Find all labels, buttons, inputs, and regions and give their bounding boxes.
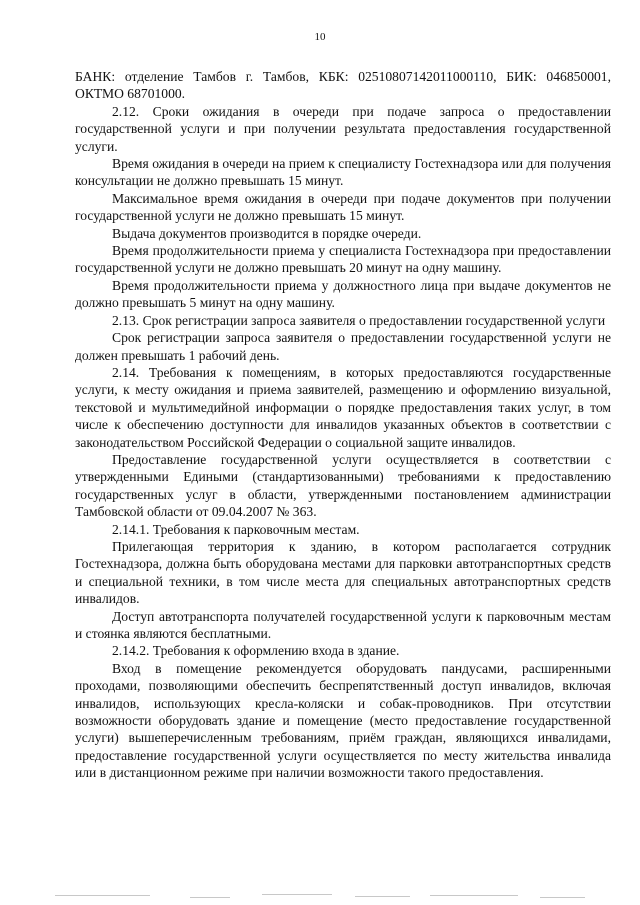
paragraph-2-14-2-heading: 2.14.2. Требования к оформлению входа в здание. — [112, 643, 400, 659]
paragraph-2-14-heading: 2.14. Требования к помещениям, в которых предоставляются государственные услуги, к месту ожидания и приема заявителей, размещению и оформлению визуальной, текстовой и мультимедийной информации о порядке предоставления таких услуг, в том числе к обеспечению доступности для инвалидов указанных объектов в соответствии с законодательством Российской Федерации о социальной защите инвалидов. — [75, 364, 611, 450]
paragraph-2-13-heading: 2.13. Срок регистрации запроса заявителя о предоставлении государственной услуги — [112, 312, 606, 328]
page-number: 10 — [314, 31, 326, 43]
paragraph-official-time: Время продолжительности приема у должностного лица при выдаче документов не должно превышать 5 минут на одну машину. — [75, 277, 611, 311]
paragraph-registration-term: Срок регистрации запроса заявителя о предоставлении государственной услуги не должен превышать 1 рабочий день. — [75, 330, 611, 363]
paragraph-2-14-1-heading: 2.14.1. Требования к парковочным местам. — [112, 521, 360, 537]
paragraph-max-wait: Максимальное время ожидания в очереди при подаче документов при получении государственной услуги не должно превышать 15 минут. — [75, 190, 611, 224]
paragraph-unified-requirements: Предоставление государственной услуги осуществляется в соответствии с утвержденными Едиными (стандартизованными) требованиями к предоставлению государственных услуг в области, утвержденными постановлением администрации Тамбовской области от 09.04.2007 № 363. — [75, 451, 611, 520]
scan-edge-artifact — [0, 893, 640, 905]
document-body — [75, 68, 611, 782]
paragraph-specialist-time: Время продолжительности приема у специалиста Гостехнадзора при предоставлении государственной услуги не должно превышать 20 минут на одну машину. — [75, 243, 611, 276]
paragraph-consultation-wait: Время ожидания в очереди на прием к специалисту Гостехнадзора или для получения консультации не должно превышать 15 минут. — [75, 156, 611, 189]
paragraph-parking-territory: Прилегающая территория к зданию, в котором располагается сотрудник Гостехнадзора, должна быть оборудована местами для парковки автотранспортных средств и специальной техники, в том числе места для специальных автотранспортных средств инвалидов. — [75, 538, 611, 607]
paragraph-2-12-heading: 2.12. Сроки ожидания в очереди при подаче запроса о предоставлении государственной услуги и при получении результата предоставления государственной услуги. — [75, 103, 611, 154]
paragraph-issue-order: Выдача документов производится в порядке очереди. — [112, 225, 422, 241]
paragraph-parking-free: Доступ автотранспорта получателей государственной услуги к парковочным местам и стоянка являются бесплатными. — [75, 608, 611, 641]
paragraph-bank-details: БАНК: отделение Тамбов г. Тамбов, КБК: 02510807142011000110, БИК: 046850001, ОКТМО 68701000. — [75, 69, 611, 102]
paragraph-entrance-requirements: Вход в помещение рекомендуется оборудовать пандусами, расширенными проходами, позволяющими обеспечить беспрепятственный доступ инвалидов, включая инвалидов, использующих кресла-коляски и собак-проводников. При отсутствии возможности оборудовать здание и помещение (место предоставление государственной услуги) вышеперечисленным требованиям, приём граждан, являющихся инвалидами, предоставление государственной услуги осуществляется по месту жительства инвалида или в дистанционном режиме при наличии возможности такого предоставления. — [75, 660, 611, 781]
